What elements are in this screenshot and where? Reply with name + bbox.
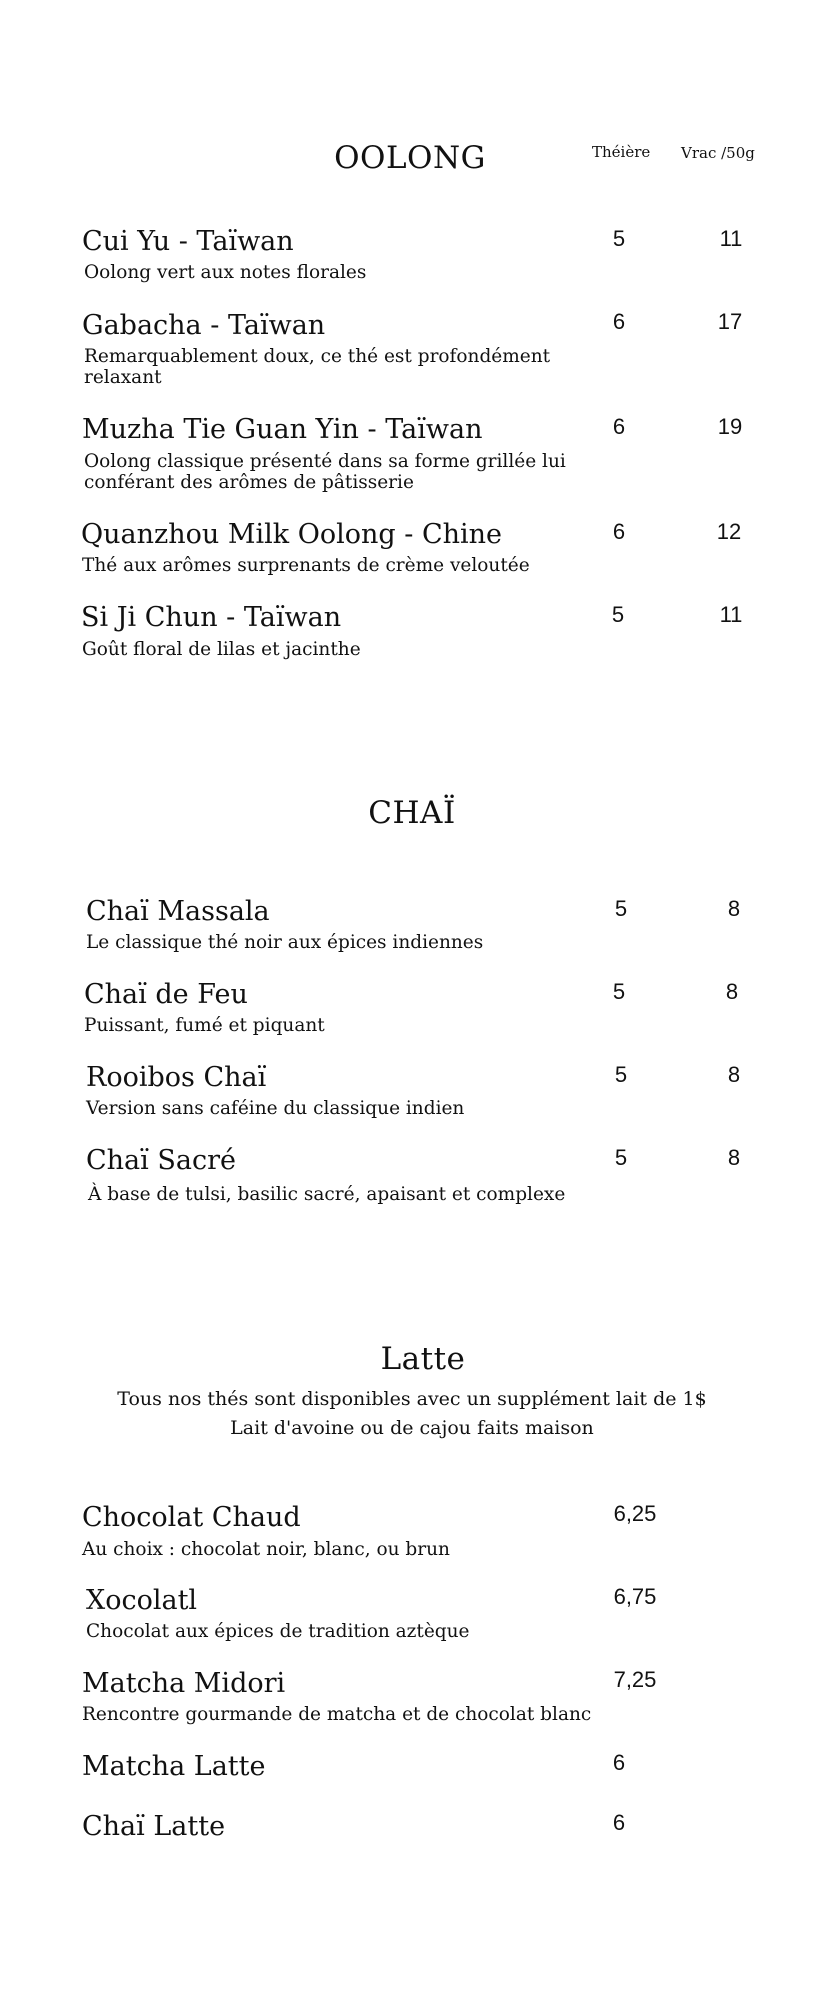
price: 7,25: [613, 1667, 657, 1692]
item-description: Au choix : chocolat noir, blanc, ou brun: [82, 1539, 450, 1560]
item-name: Matcha Latte: [82, 1751, 266, 1782]
item-description: Remarquablement doux, ce thé est profondément relaxant: [84, 346, 551, 388]
teapot-price-header: Théière: [592, 143, 651, 161]
price: 6: [612, 1810, 626, 1835]
bulk-price: 11: [719, 226, 743, 251]
item-name: Chaï Massala: [86, 896, 270, 927]
item-name: Quanzhou Milk Oolong - Chine: [81, 519, 503, 550]
item-name: Chaï Latte: [82, 1811, 226, 1842]
price: 6,75: [613, 1584, 657, 1609]
item-name: Chaï de Feu: [84, 979, 248, 1010]
latte-milk-supplement-note: Tous nos thés sont disponibles avec un supplément lait de 1$: [117, 1388, 707, 1410]
teapot-price: 6: [612, 519, 626, 544]
item-name: Matcha Midori: [82, 1668, 286, 1699]
bulk-price: 8: [725, 979, 739, 1004]
teapot-price: 6: [612, 414, 626, 439]
item-description: Thé aux arômes surprenants de crème veloutée: [82, 555, 530, 576]
item-name: Muzha Tie Guan Yin - Taïwan: [82, 414, 483, 445]
teapot-price: 5: [611, 602, 625, 627]
latte-milk-options-note: Lait d'avoine ou de cajou faits maison: [230, 1417, 594, 1439]
item-description: Oolong classique présenté dans sa forme grillée lui conférant des arômes de pâtisserie: [84, 451, 566, 493]
item-description: Puissant, fumé et piquant: [84, 1015, 325, 1036]
bulk-price: 8: [727, 896, 741, 921]
item-description: À base de tulsi, basilic sacré, apaisant et complexe: [88, 1184, 566, 1205]
item-name: Rooibos Chaï: [86, 1062, 267, 1093]
bulk-price-header: Vrac /50g: [681, 144, 755, 162]
teapot-price: 5: [614, 1145, 628, 1170]
item-description: Rencontre gourmande de matcha et de chocolat blanc: [82, 1704, 592, 1725]
item-name: Chocolat Chaud: [82, 1502, 301, 1533]
teapot-price: 5: [612, 226, 626, 251]
item-description: Goût floral de lilas et jacinthe: [82, 639, 361, 660]
item-name: Xocolatl: [86, 1585, 198, 1616]
price: 6: [612, 1750, 626, 1775]
bulk-price: 12: [716, 519, 742, 544]
bulk-price: 11: [719, 602, 743, 627]
item-name: Si Ji Chun - Taïwan: [81, 602, 342, 633]
teapot-price: 6: [612, 309, 626, 334]
bulk-price: 8: [727, 1145, 741, 1170]
item-description: Version sans caféine du classique indien: [86, 1098, 465, 1119]
chai-section-title: CHAÏ: [368, 795, 456, 831]
bulk-price: 17: [717, 309, 743, 334]
item-name: Gabacha - Taïwan: [82, 310, 326, 341]
latte-section-title: Latte: [380, 1341, 466, 1377]
item-description: Le classique thé noir aux épices indiennes: [86, 932, 484, 953]
item-name: Cui Yu - Taïwan: [82, 226, 294, 257]
item-description: Oolong vert aux notes florales: [84, 262, 367, 283]
oolong-section-title: OOLONG: [334, 140, 486, 176]
item-name: Chaï Sacré: [86, 1145, 236, 1176]
teapot-price: 5: [614, 1062, 628, 1087]
price: 6,25: [613, 1501, 657, 1526]
bulk-price: 19: [717, 414, 743, 439]
item-description: Chocolat aux épices de tradition aztèque: [86, 1621, 470, 1642]
teapot-price: 5: [612, 979, 626, 1004]
teapot-price: 5: [614, 896, 628, 921]
bulk-price: 8: [727, 1062, 741, 1087]
